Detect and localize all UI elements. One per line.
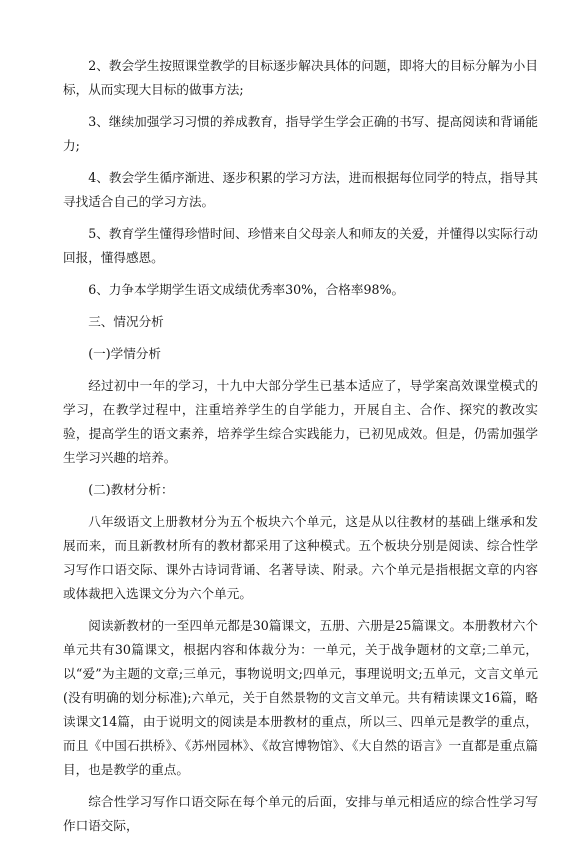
document-body xyxy=(63,54,538,846)
paragraph-textbook-units: 阅读新教材的一至四单元都是30篇课文，五册、六册是25篇课文。本册教材六个单元共有30篇课文，根据内容和体裁分为：一单元，关于战争题材的文章;二单元，以“爱”为主题的文章;三单元，事物说明文;四单元，事理说明文;五单元，文言文单元(没有明确的划分标准);六单元，关于自然景物的文言文单元。共有精读课文16篇，略读课文14篇，由于说明文的阅读是本册教材的重点，所以三、四单元是教学的重点，而且《中国石拱桥》、《苏州园林》、《故宫博物馆》、《大自然的语言》一直都是重点篇目，也是教学的重点。 xyxy=(63,618,538,777)
subheading-textbook-analysis: (二)教材分析： xyxy=(88,482,174,497)
subheading-student-analysis: (一)学情分析 xyxy=(88,346,161,361)
paragraph-student-analysis: 经过初中一年的学习，十九中大部分学生已基本适应了，导学案高效课堂模式的学习，在教学过程中，注重培养学生的自学能力，开展自主、合作、探究的教改实验，提高学生的语文素养，培养学生综合实践能力，已初见成效。但是，仍需加强学生学习兴趣的培养。 xyxy=(63,378,538,465)
paragraph-comprehensive-learning: 综合性学习写作口语交际在每个单元的后面，安排与单元相适应的综合性学习写作口语交际， xyxy=(63,794,538,833)
paragraph-goal-5: 5、教育学生懂得珍惜时间、珍惜来自父母亲人和师友的关爱，并懂得以实际行动回报，懂得感恩。 xyxy=(63,226,538,265)
paragraph-goal-6: 6、力争本学期学生语文成绩优秀率30%，合格率98%。 xyxy=(88,282,405,297)
section-heading-situation-analysis: 三、情况分析 xyxy=(88,314,164,329)
paragraph-goal-3: 3、继续加强学习习惯的养成教育，指导学生学会正确的书写、提高阅读和背诵能力; xyxy=(63,114,538,153)
paragraph-goal-4: 4、教会学生循序渐进、逐步积累的学习方法，进而根据每位同学的特点，指导其寻找适合自己的学习方法。 xyxy=(63,170,538,209)
paragraph-goal-2: 2、教会学生按照课堂教学的目标逐步解决具体的问题，即将大的目标分解为小目标，从而实现大目标的做事方法; xyxy=(63,58,538,97)
paragraph-textbook-structure: 八年级语文上册教材分为五个板块六个单元，这是从以往教材的基础上继承和发展而来，而且新教材所有的教材都采用了这种模式。五个板块分别是阅读、综合性学习写作口语交际、课外古诗词背诵、名著导读、附录。六个单元是指根据文章的内容或体裁把入选课文分为六个单元。 xyxy=(63,514,538,601)
